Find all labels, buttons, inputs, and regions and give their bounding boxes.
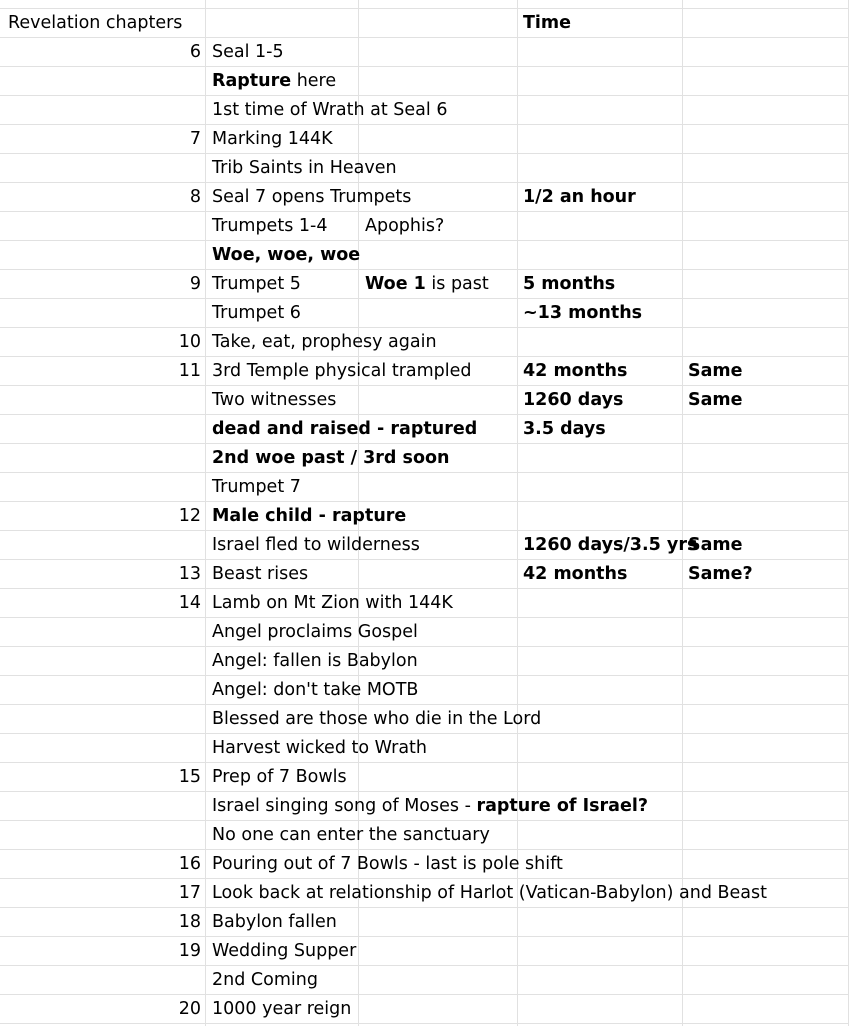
text-segment: 2nd Coming: [212, 970, 318, 990]
text-segment: Wedding Supper: [212, 941, 357, 961]
event-description-cell[interactable]: [212, 821, 490, 850]
event-description-cell[interactable]: [212, 618, 418, 647]
text-segment: Trumpets 1-4: [212, 216, 328, 236]
event-description-cell[interactable]: [212, 38, 284, 67]
event-description-cell[interactable]: [212, 966, 318, 995]
event-description-cell[interactable]: [212, 908, 337, 937]
text-segment: Apophis?: [365, 216, 445, 236]
chapter-number-cell[interactable]: 18: [178, 912, 201, 932]
event-description-cell[interactable]: [212, 299, 301, 328]
text-segment: is past: [425, 274, 489, 294]
text-segment: dead and raised - raptured: [212, 419, 478, 439]
event-description-cell[interactable]: [212, 96, 447, 125]
text-segment: Seal 7 opens Trumpets: [212, 187, 412, 207]
text-segment: Blessed are those who die in the Lord: [212, 709, 542, 729]
time-cell[interactable]: 42 months: [523, 564, 628, 584]
event-description-cell[interactable]: [212, 560, 308, 589]
comparison-cell[interactable]: Same?: [688, 564, 753, 584]
event-description-cell[interactable]: [212, 589, 453, 618]
text-segment: Israel singing song of Moses -: [212, 796, 477, 816]
comparison-cell[interactable]: Same: [688, 361, 743, 381]
time-cell[interactable]: ~13 months: [523, 303, 643, 323]
chapter-number-cell[interactable]: 10: [178, 332, 201, 352]
event-description-cell[interactable]: [212, 154, 397, 183]
event-description-cell[interactable]: [212, 183, 411, 212]
text-segment: Rapture: [212, 71, 292, 91]
text-segment: Male child - rapture: [212, 506, 407, 526]
text-segment: Woe, woe, woe: [212, 245, 361, 265]
chapter-number-cell[interactable]: 13: [178, 564, 201, 584]
row-divider: [0, 675, 849, 676]
event-description-cell[interactable]: [212, 502, 406, 531]
text-segment: 2nd woe past / 3rd soon: [212, 448, 450, 468]
header-title-cell[interactable]: Revelation chapters: [8, 13, 183, 33]
text-segment: Lamb on Mt Zion with 144K: [212, 593, 453, 613]
event-description-cell[interactable]: [212, 241, 360, 270]
text-segment: Pouring out of 7 Bowls - last is pole shift: [212, 854, 563, 874]
text-segment: Angel proclaims Gospel: [212, 622, 418, 642]
chapter-number-cell[interactable]: 9: [189, 274, 201, 294]
text-segment: Seal 1-5: [212, 42, 284, 62]
event-description-cell[interactable]: [212, 676, 418, 705]
event-description-cell[interactable]: [212, 415, 477, 444]
chapter-number-cell[interactable]: 6: [189, 42, 201, 62]
event-description-cell[interactable]: [212, 647, 418, 676]
time-cell[interactable]: 1/2 an hour: [523, 187, 636, 207]
chapter-number-cell[interactable]: 8: [189, 187, 201, 207]
chapter-number-cell[interactable]: 19: [178, 941, 201, 961]
text-segment: rapture of Israel?: [476, 796, 648, 816]
event-description-cell[interactable]: [212, 937, 356, 966]
event-description-cell[interactable]: [212, 705, 541, 734]
event-description-cell[interactable]: [212, 763, 347, 792]
text-segment: Take, eat, prophesy again: [212, 332, 437, 352]
event-description-cell[interactable]: [212, 444, 449, 473]
chapter-number-cell[interactable]: 14: [178, 593, 201, 613]
event-description-cell[interactable]: [212, 792, 648, 821]
text-segment: Woe 1: [365, 274, 426, 294]
text-segment: Angel: don't take MOTB: [212, 680, 419, 700]
text-segment: Trumpet 7: [212, 477, 301, 497]
event-description-cell[interactable]: [212, 734, 427, 763]
text-segment: Two witnesses: [212, 390, 337, 410]
text-segment: Prep of 7 Bowls: [212, 767, 347, 787]
text-segment: Harvest wicked to Wrath: [212, 738, 428, 758]
note-cell[interactable]: [365, 270, 489, 299]
time-cell[interactable]: 3.5 days: [523, 419, 606, 439]
event-description-cell[interactable]: [212, 357, 472, 386]
text-segment: Babylon fallen: [212, 912, 337, 932]
text-segment: 1st time of Wrath at Seal 6: [212, 100, 448, 120]
text-segment: Trumpet 5: [212, 274, 301, 294]
text-segment: Trumpet 6: [212, 303, 301, 323]
event-description-cell[interactable]: [212, 850, 563, 879]
chapter-number-cell[interactable]: 16: [178, 854, 201, 874]
event-description-cell[interactable]: [212, 531, 420, 560]
text-segment: Israel fled to wilderness: [212, 535, 420, 555]
event-description-cell[interactable]: [212, 328, 437, 357]
header-time-cell[interactable]: Time: [523, 13, 572, 33]
event-description-cell[interactable]: [212, 995, 351, 1024]
text-segment: No one can enter the sanctuary: [212, 825, 490, 845]
event-description-cell[interactable]: [212, 386, 336, 415]
event-description-cell[interactable]: [212, 67, 336, 96]
text-segment: Angel: fallen is Babylon: [212, 651, 418, 671]
text-segment: Beast rises: [212, 564, 309, 584]
chapter-number-cell[interactable]: 12: [178, 506, 201, 526]
chapter-number-cell[interactable]: 7: [189, 129, 201, 149]
text-segment: Look back at relationship of Harlot (Vatican-Babylon) and Beast: [212, 883, 768, 903]
row-divider: [0, 646, 849, 647]
chapter-number-cell[interactable]: 15: [178, 767, 201, 787]
event-description-cell[interactable]: [212, 125, 333, 154]
text-segment: 1000 year reign: [212, 999, 352, 1019]
event-description-cell[interactable]: [212, 879, 767, 908]
comparison-cell[interactable]: Same: [688, 390, 743, 410]
time-cell[interactable]: 5 months: [523, 274, 616, 294]
time-cell[interactable]: 1260 days/3.5 yrs: [523, 535, 698, 555]
note-cell[interactable]: [365, 212, 444, 241]
text-segment: 3rd Temple physical trampled: [212, 361, 472, 381]
time-cell[interactable]: 1260 days: [523, 390, 624, 410]
text-segment: here: [291, 71, 337, 91]
time-cell[interactable]: 42 months: [523, 361, 628, 381]
event-description-cell[interactable]: [212, 212, 327, 241]
chapter-number-cell[interactable]: 20: [178, 999, 201, 1019]
chapter-number-cell[interactable]: 11: [178, 361, 201, 381]
event-description-cell[interactable]: [212, 473, 301, 502]
event-description-cell[interactable]: [212, 270, 301, 299]
text-segment: Trib Saints in Heaven: [212, 158, 397, 178]
chapter-number-cell[interactable]: 17: [178, 883, 201, 903]
text-segment: Marking 144K: [212, 129, 333, 149]
comparison-cell[interactable]: Same: [688, 535, 743, 555]
